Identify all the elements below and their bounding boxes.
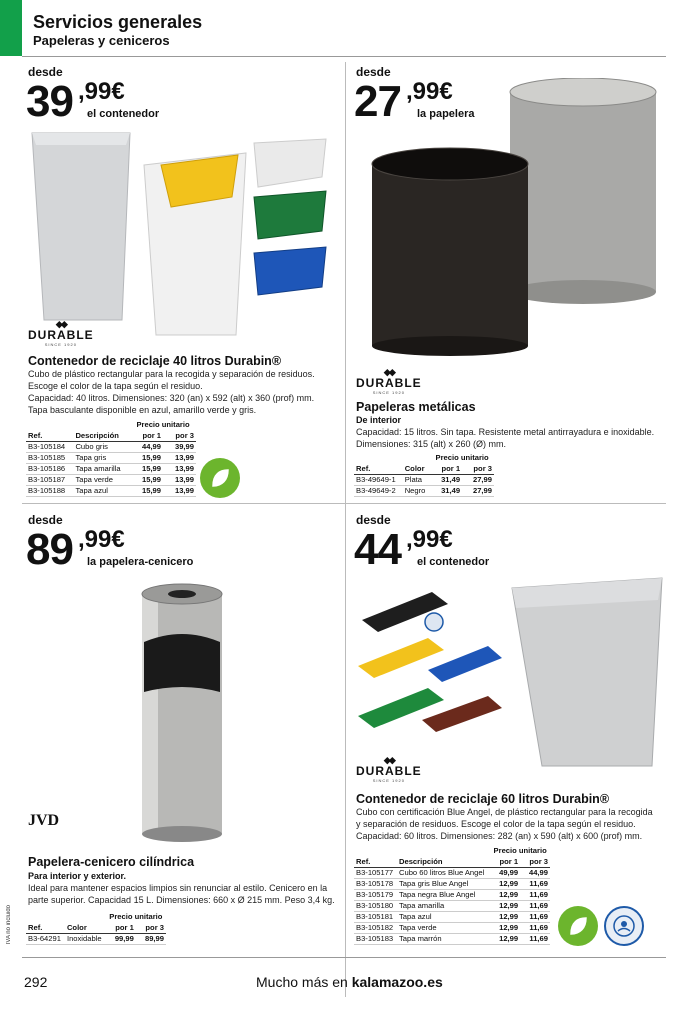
table-row: B3-105187 Tapa verde 15,99 13,99 [28, 475, 194, 484]
price-integer: 39 [26, 77, 73, 126]
leaf-icon [208, 466, 232, 490]
price-decimal: ,99€ [78, 78, 125, 105]
table-row: B3-105188 Tapa azul 15,99 13,99 [28, 486, 194, 495]
footer-divider [22, 957, 666, 958]
product-title: Papelera-cenicero cilíndrica [28, 855, 195, 869]
price-from-label: desde [356, 513, 391, 527]
price-from-label: desde [356, 65, 391, 79]
product-description: Capacidad: 15 litros. Sin tapa. Resistente metal antirrayadura e inoxidable. Dimensiones: 315 (alt) x 260 (Ø) mm. [356, 427, 655, 449]
price-integer: 27 [354, 77, 401, 126]
table-row: B3-105182 Tapa verde 12,99 11,69 [356, 923, 548, 932]
product-subtitle: Para interior y exterior. [28, 871, 127, 881]
table-row: B3-105179 Tapa negra Blue Angel 12,99 11,69 [356, 890, 548, 899]
table-row: B3-105178 Tapa gris Blue Angel 12,99 11,69 [356, 879, 548, 888]
leaf-icon [566, 914, 590, 938]
footer-website-link[interactable]: kalamazoo.es [351, 974, 443, 990]
product-title: Papeleras metálicas [356, 400, 476, 414]
table-row: B3-105185 Tapa gris 15,99 13,99 [28, 453, 194, 462]
table-row: B3-105186 Tapa amarilla 15,99 13,99 [28, 464, 194, 473]
price-unit: el contenedor [417, 556, 490, 568]
price-decimal: ,99€ [406, 78, 453, 105]
chevron-icon: ◆◆ [383, 367, 394, 377]
blue-angel-badge [604, 906, 644, 946]
blue-angel-icon [611, 913, 637, 939]
product-subtitle: De interior [356, 415, 402, 425]
durabin-40-image [26, 125, 336, 340]
price-integer: 44 [354, 525, 401, 574]
chevron-icon: ◆◆ [55, 319, 66, 329]
table-row: B3-105181 Tapa azul 12,99 11,69 [356, 912, 548, 921]
row-divider [22, 503, 666, 504]
table-row: B3-105177 Cubo 60 litros Blue Angel 49,99 44,99 [356, 868, 548, 877]
eco-leaf-badge [558, 906, 598, 946]
page-number: 292 [24, 974, 48, 990]
table-row: B3-64291 Inoxidable 99,99 89,99 [28, 934, 164, 943]
price-unit: la papelera-cenicero [87, 556, 194, 568]
price-unit: el contenedor [87, 108, 160, 120]
brand-logo-durable: ◆◆ DURABLE SINCE 1920 [28, 319, 94, 347]
metal-bins-image [360, 78, 670, 358]
brand-logo-durable: ◆◆ DURABLE SINCE 1920 [356, 367, 422, 395]
section-title: Servicios generales [33, 12, 203, 32]
table-row: B3-49649-2 Negro 31,49 27,99 [356, 486, 492, 495]
price-table: Precio unitario Ref. Descripción por 1 por 3 B3-105177 Cubo 60 litros Blue Angel 49,99 44,99 B3-105178 Tapa gris Blue Angel 12,99 11,69 B3-105179 Tapa negra Blue Angel 12,99 11,69 B3-105180 Tapa amarilla 12,99 11,69 B3-105181 Tapa azul 12,99 11,69 B3-105182 Tapa verde 12,99 11,69 B3-105183 Tapa marrón 12,99 11,69 [356, 846, 548, 943]
chevron-icon: ◆◆ [383, 755, 394, 765]
section-subtitle: Papeleras y ceniceros [33, 33, 170, 48]
product-title: Contenedor de reciclaje 40 litros Durabin® [28, 354, 282, 368]
brand-logo-jvd: JVD [28, 812, 60, 829]
product-description: Cubo con certificación Blue Angel, de plástico rectangular para la recogida y separación de residuos. Escoge el color de la tapa según el residuo. Capacidad: 60 litros. Dimensiones: 282 (an) x 590 (alt) x 600 (prof) mm. [356, 807, 653, 841]
price-table: Precio unitario Ref. Color por 1 por 3 B3-64291 Inoxidable 99,99 89,99 [28, 912, 164, 943]
price-from-label: desde [28, 513, 63, 527]
brand-logo-durable: ◆◆ DURABLE SINCE 1920 [356, 755, 422, 783]
section-color-tab [0, 0, 22, 56]
durabin-60-image [352, 570, 670, 770]
product-title: Contenedor de reciclaje 60 litros Durabin® [356, 792, 610, 806]
column-divider [345, 62, 346, 997]
table-row: B3-105184 Cubo gris 44,99 39,99 [28, 442, 194, 451]
price-integer: 89 [26, 525, 73, 574]
vat-note: IVA no incluido [6, 905, 12, 945]
eco-leaf-badge [200, 458, 240, 498]
table-row: B3-105180 Tapa amarilla 12,99 11,69 [356, 901, 548, 910]
table-row: B3-105183 Tapa marrón 12,99 11,69 [356, 934, 548, 943]
price-table: Precio unitario Ref. Color por 1 por 3 B3-49649-1 Plata 31,49 27,99 B3-49649-2 Negro 31,49 27,99 [356, 453, 492, 495]
header-divider [22, 56, 666, 57]
table-row: B3-49649-1 Plata 31,49 27,99 [356, 475, 492, 484]
footer-slogan: Mucho más en kalamazoo.es [256, 974, 443, 990]
ashtray-bin-image [136, 582, 228, 844]
price-unit: la papelera [417, 108, 475, 120]
price-table: Precio unitario Ref. Descripción por 1 por 3 B3-105184 Cubo gris 44,99 39,99 B3-105185 Tapa gris 15,99 13,99 B3-105186 Tapa amarilla 15,99 13,99 B3-105187 Tapa verde 15,99 13,99 B3-105188 Tapa azul 15,99 13,99 [28, 420, 194, 495]
price-from-label: desde [28, 65, 63, 79]
product-description: Cubo de plástico rectangular para la recogida y separación de residuos. Escoge el color de la tapa según el residuo. Capacidad: 40 litros. Dimensiones: 320 (an) x 592 (alt) x 360 (prof) mm. Tapa basculante disponible en azul, amarillo verde y gris. [28, 369, 315, 415]
price-decimal: ,99€ [78, 526, 125, 553]
product-description: Ideal para mantener espacios limpios sin renunciar al estilo. Cenicero en la parte superior. Capacidad 15 L. Dimensiones: 660 x Ø 215 mm. Peso 3,4 kg. [28, 883, 335, 905]
price-decimal: ,99€ [406, 526, 453, 553]
